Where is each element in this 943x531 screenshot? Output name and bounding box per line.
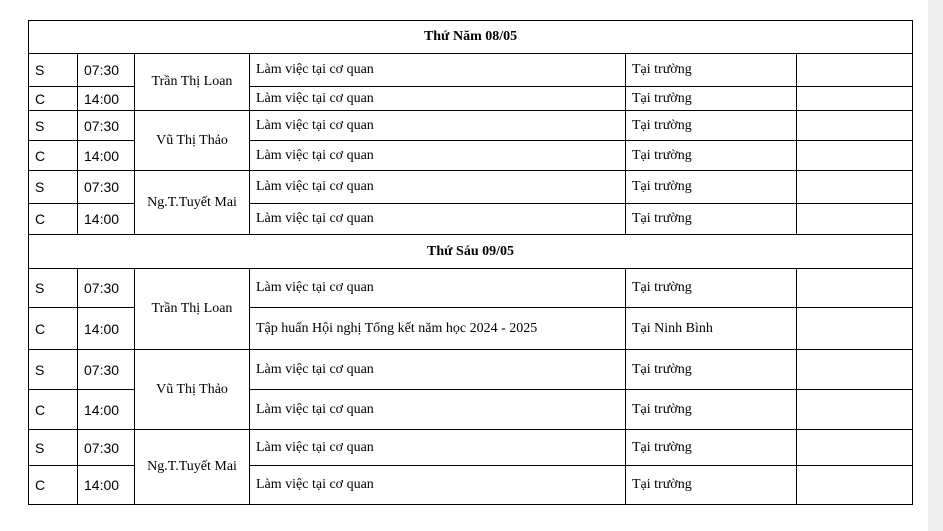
place-cell: Tại trường xyxy=(626,466,797,505)
time-cell: 14:00 xyxy=(78,204,135,235)
session-cell: C xyxy=(29,204,78,235)
session-cell: S xyxy=(29,269,78,308)
table-row xyxy=(29,430,913,466)
place-cell: Tại trường xyxy=(626,54,797,87)
session-cell: S xyxy=(29,54,78,87)
table-row xyxy=(29,111,913,141)
time-cell: 07:30 xyxy=(78,111,135,141)
task-cell: Làm việc tại cơ quan xyxy=(250,269,626,308)
note-cell xyxy=(797,141,913,171)
place-cell: Tại trường xyxy=(626,350,797,390)
task-cell: Làm việc tại cơ quan xyxy=(250,390,626,430)
session-cell: C xyxy=(29,141,78,171)
note-cell xyxy=(797,54,913,87)
session-cell: S xyxy=(29,430,78,466)
day-header-row xyxy=(29,235,913,269)
table-row xyxy=(29,269,913,308)
time-cell: 07:30 xyxy=(78,430,135,466)
place-cell: Tại trường xyxy=(626,87,797,111)
note-cell xyxy=(797,390,913,430)
table-row xyxy=(29,54,913,87)
person-cell: Trần Thị Loan xyxy=(135,269,250,350)
session-cell: S xyxy=(29,111,78,141)
task-cell: Làm việc tại cơ quan xyxy=(250,466,626,505)
note-cell xyxy=(797,204,913,235)
time-cell: 07:30 xyxy=(78,350,135,390)
task-cell: Làm việc tại cơ quan xyxy=(250,204,626,235)
note-cell xyxy=(797,269,913,308)
time-cell: 14:00 xyxy=(78,390,135,430)
schedule-table xyxy=(28,20,913,505)
person-cell: Vũ Thị Thảo xyxy=(135,350,250,430)
task-cell: Tập huấn Hội nghị Tổng kết năm học 2024 - 2025 xyxy=(250,308,626,350)
place-cell: Tại trường xyxy=(626,269,797,308)
session-cell: S xyxy=(29,171,78,204)
task-cell: Làm việc tại cơ quan xyxy=(250,141,626,171)
session-cell: C xyxy=(29,308,78,350)
day-title: Thứ Sáu 09/05 xyxy=(29,235,913,269)
task-cell: Làm việc tại cơ quan xyxy=(250,350,626,390)
place-cell: Tại trường xyxy=(626,111,797,141)
note-cell xyxy=(797,308,913,350)
day-header-row xyxy=(29,21,913,54)
note-cell xyxy=(797,171,913,204)
task-cell: Làm việc tại cơ quan xyxy=(250,111,626,141)
table-row xyxy=(29,350,913,390)
person-cell: Ng.T.Tuyết Mai xyxy=(135,171,250,235)
time-cell: 14:00 xyxy=(78,466,135,505)
time-cell: 07:30 xyxy=(78,54,135,87)
note-cell xyxy=(797,111,913,141)
note-cell xyxy=(797,430,913,466)
note-cell xyxy=(797,87,913,111)
place-cell: Tại trường xyxy=(626,204,797,235)
session-cell: C xyxy=(29,87,78,111)
task-cell: Làm việc tại cơ quan xyxy=(250,87,626,111)
session-cell: S xyxy=(29,350,78,390)
session-cell: C xyxy=(29,466,78,505)
task-cell: Làm việc tại cơ quan xyxy=(250,171,626,204)
person-cell: Vũ Thị Thảo xyxy=(135,111,250,171)
time-cell: 14:00 xyxy=(78,87,135,111)
person-cell: Ng.T.Tuyết Mai xyxy=(135,430,250,505)
day-title: Thứ Năm 08/05 xyxy=(29,21,913,54)
time-cell: 07:30 xyxy=(78,269,135,308)
time-cell: 14:00 xyxy=(78,308,135,350)
place-cell: Tại trường xyxy=(626,171,797,204)
place-cell: Tại trường xyxy=(626,430,797,466)
note-cell xyxy=(797,350,913,390)
session-cell: C xyxy=(29,390,78,430)
table-row xyxy=(29,171,913,204)
place-cell: Tại trường xyxy=(626,390,797,430)
task-cell: Làm việc tại cơ quan xyxy=(250,430,626,466)
page-edge xyxy=(928,0,943,531)
place-cell: Tại Ninh Bình xyxy=(626,308,797,350)
person-cell: Trần Thị Loan xyxy=(135,54,250,111)
time-cell: 07:30 xyxy=(78,171,135,204)
place-cell: Tại trường xyxy=(626,141,797,171)
time-cell: 14:00 xyxy=(78,141,135,171)
task-cell: Làm việc tại cơ quan xyxy=(250,54,626,87)
note-cell xyxy=(797,466,913,505)
